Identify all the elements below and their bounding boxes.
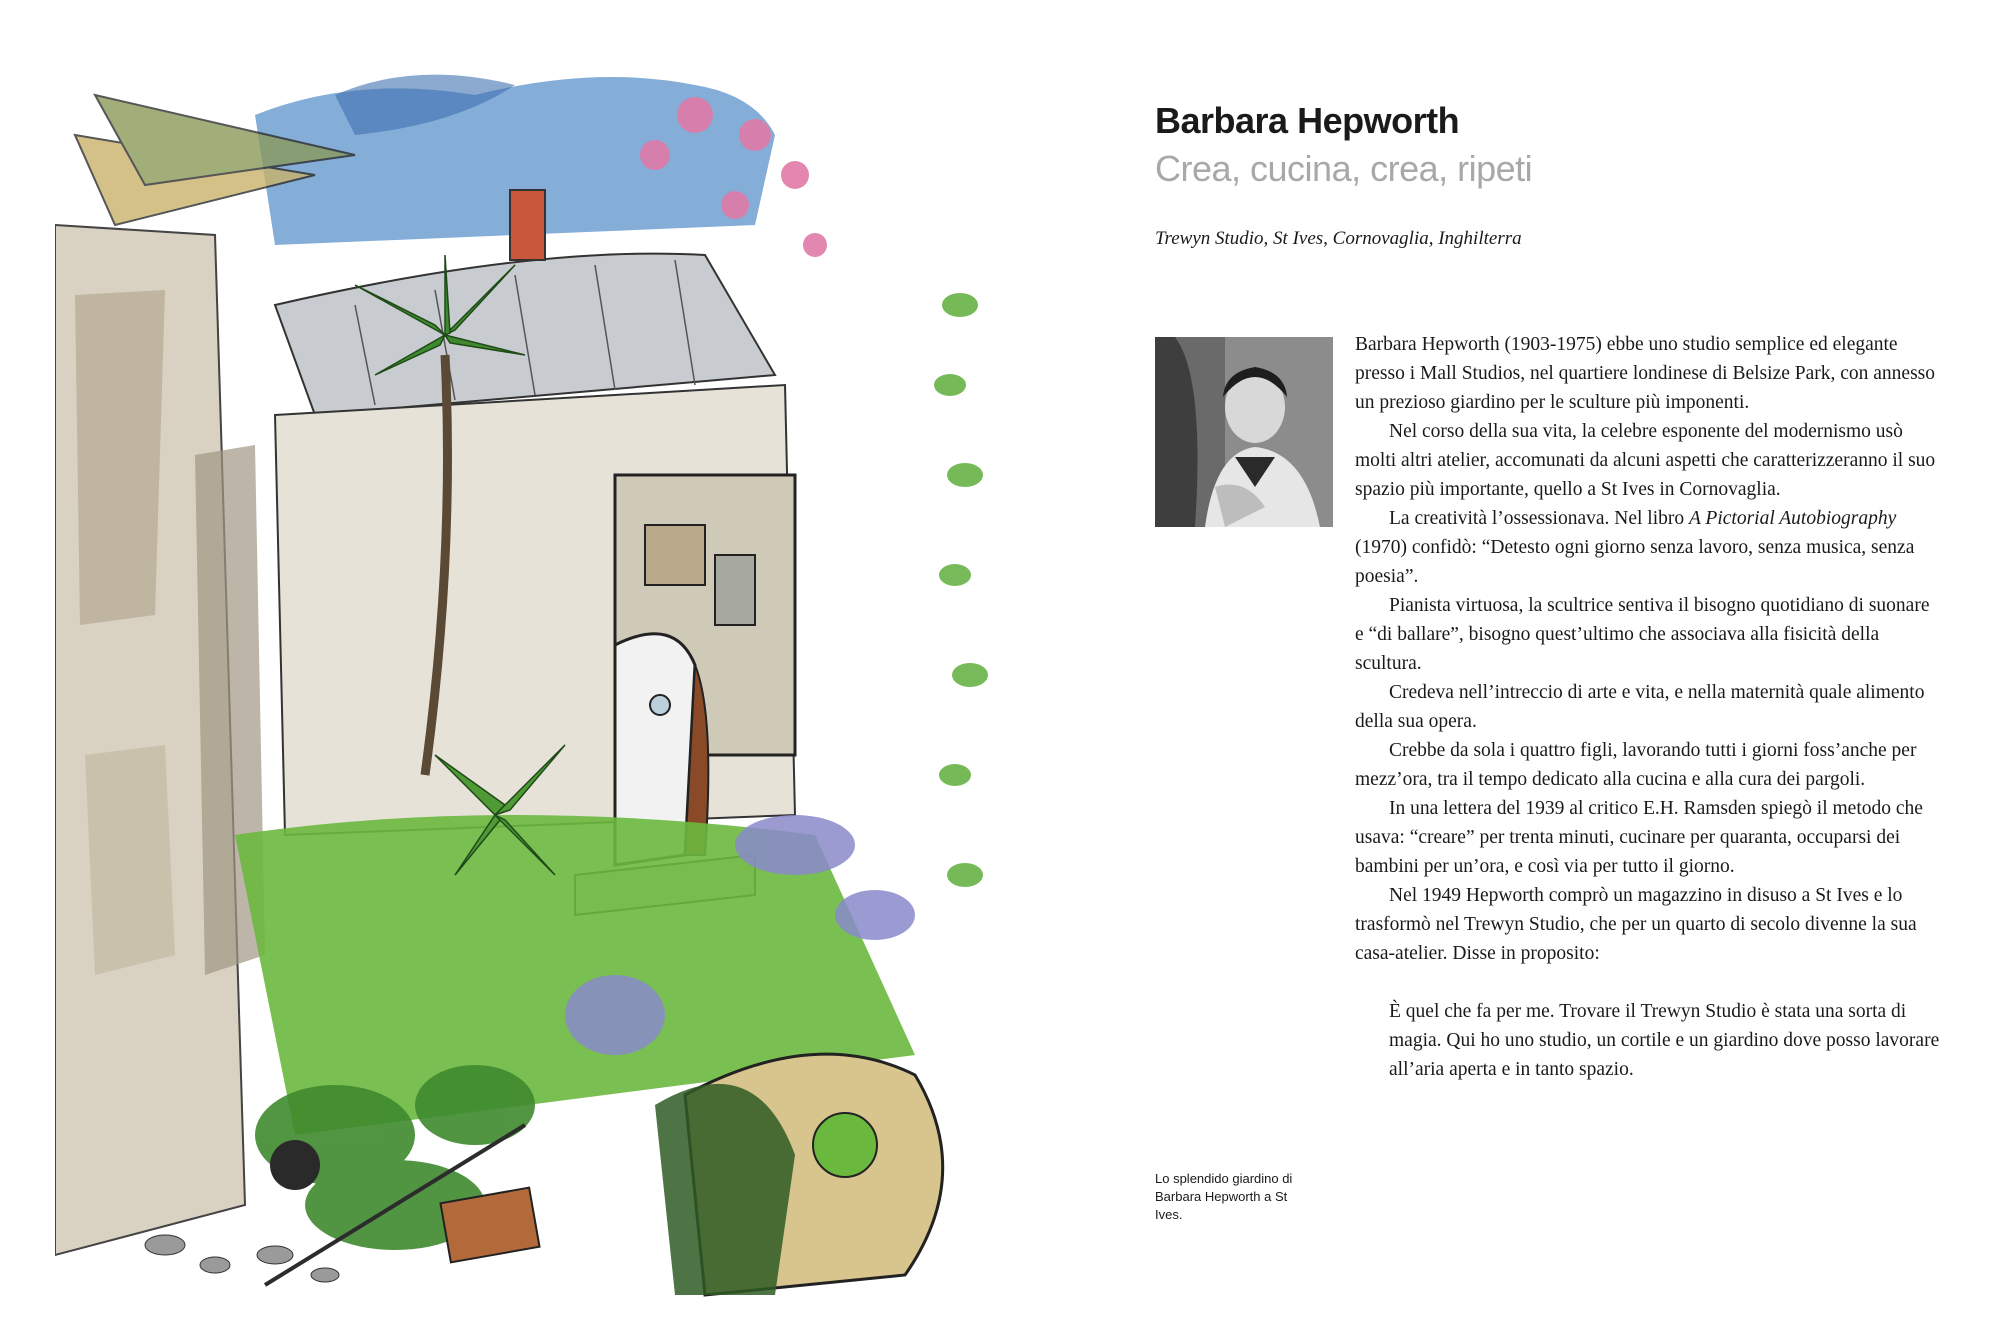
page-subtitle: Crea, cucina, crea, ripeti: [1155, 148, 1533, 189]
paragraph: Nel 1949 Hepworth comprò un magazzino in disuso a St Ives e lo trasformò nel Trewyn Studio, che per un quarto di secolo divenne la sua casa-atelier. Disse in proposito:: [1355, 885, 1917, 964]
paragraph-text: La creatività l’ossessionava. Nel libro: [1389, 508, 1689, 529]
garden-illustration: [55, 55, 1005, 1300]
paragraph-text: (1970) confidò: “Detesto ogni giorno senza lavoro, senza musica, senza poesia”.: [1355, 537, 1915, 587]
paragraph: Nel corso della sua vita, la celebre esponente del modernismo usò molti altri atelier, accomunati da alcuni aspetti che caratterizzeranno il suo spazio più importante, quello a St Ives in Cornovaglia.: [1355, 421, 1936, 500]
portrait-photo: [1155, 337, 1333, 527]
watercolor-garden-image: [55, 55, 1005, 1300]
paragraph: [1355, 504, 1940, 591]
article-body: [1355, 330, 1940, 1084]
location-line: Trewyn Studio, St Ives, Cornovaglia, Inghilterra: [1155, 228, 1522, 249]
text-page: [1155, 0, 1955, 1324]
book-title: A Pictorial Autobiography: [1688, 508, 1897, 529]
paragraph: Pianista virtuosa, la scultrice sentiva il bisogno quotidiano di suonare e “di ballare”, bisogno quest’ultimo che associava alla fisicità della scultura.: [1355, 595, 1930, 674]
image-caption: Lo splendido giardino di Barbara Hepworth a St Ives.: [1155, 1171, 1293, 1222]
paragraph: Barbara Hepworth (1903-1975) ebbe uno studio semplice ed elegante presso i Mall Studios, nel quartiere londinese di Belsize Park, con annesso un prezioso giardino per le sculture più imponenti.: [1355, 334, 1936, 413]
paragraph: Crebbe da sola i quattro figli, lavorando tutti i giorni foss’anche per mezz’ora, tra il tempo dedicato alla cucina e alla cura dei pargoli.: [1355, 740, 1917, 790]
paragraph: In una lettera del 1939 al critico E.H. Ramsden spiegò il metodo che usava: “creare” per trenta minuti, cucinare per quaranta, occuparsi dei bambini per un’ora, e così via per tutto il giorno.: [1355, 798, 1923, 877]
block-quote: È quel che fa per me. Trovare il Trewyn Studio è stata una sorta di magia. Qui ho uno studio, un cortile e un giardino dove posso lavorare all’aria aperta e in tanto spazio.: [1389, 1001, 1940, 1080]
paragraph: Credeva nell’intreccio di arte e vita, e nella maternità quale alimento della sua opera.: [1355, 682, 1925, 732]
portrait-image: [1155, 337, 1333, 527]
page-title: Barbara Hepworth: [1155, 100, 1460, 141]
